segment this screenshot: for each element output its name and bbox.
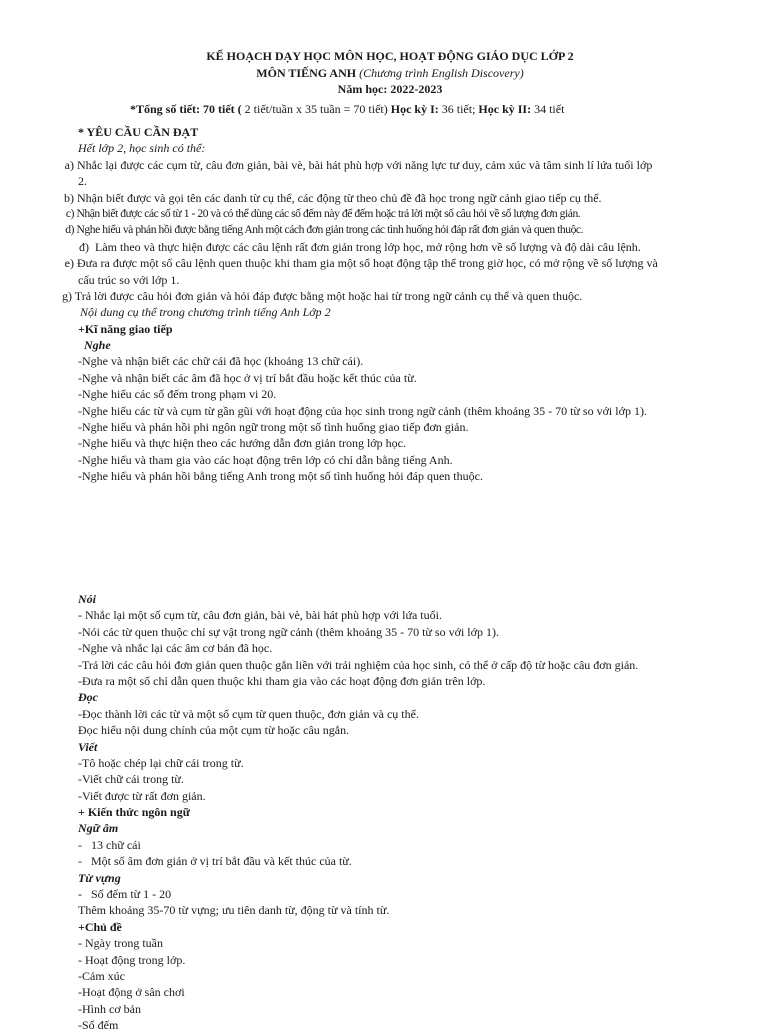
list-item: - Ngày trong tuần: [78, 936, 163, 951]
list-item: [0, 288, 768, 304]
item-text: Nhận biết được và gọi tên các danh từ cụ thể, các động từ theo chủ đề đã học trong ngữ cảnh giao tiếp cụ thể.: [77, 190, 602, 205]
list-item: -Hình cơ bản: [78, 1001, 141, 1016]
list-item: - Số đếm từ 1 - 20: [78, 887, 172, 902]
semester2-value: 34 tiết: [534, 102, 565, 116]
list-item: -Nghe hiểu và phản hồi phi ngôn ngữ trong một số tình huống giao tiếp đơn giản.: [78, 420, 469, 435]
subject-title: [0, 65, 768, 81]
item-text: Trả lời được câu hỏi đơn giản và hỏi đáp được bằng một hoặc hai từ trong ngữ cảnh cụ thể và quen thuộc.: [74, 288, 583, 303]
item-continuation: 2.: [78, 174, 87, 189]
list-item: [0, 255, 768, 271]
list-item: -Tô hoặc chép lại chữ cái trong từ.: [78, 755, 244, 770]
total-periods-label: *Tổng số tiết: 70 tiết (: [130, 102, 242, 116]
list-item: [0, 206, 768, 222]
list-item: -Nghe và nhận biết các chữ cái đã học (khoảng 13 chữ cái).: [78, 354, 364, 369]
list-item: -Nghe và nhắc lại các âm cơ bản đã học.: [78, 641, 273, 656]
list-item: -Trả lời các câu hỏi đơn giản quen thuộc gắn liền với trải nghiệm của học sinh, có thể ở cấp độ từ hoặc câu đơn giản.: [78, 657, 639, 672]
list-item: -Nghe hiểu và phản hồi bằng tiếng Anh trong một số tình huống hỏi đáp quen thuộc.: [78, 469, 483, 484]
item-marker: e): [64, 256, 74, 271]
item-marker: c): [65, 206, 74, 220]
topics-title: +Chủ đề: [78, 919, 122, 934]
writing-title: Viết: [78, 739, 98, 754]
item-marker: b): [64, 190, 74, 205]
list-item: [0, 222, 768, 238]
list-item: -Hoạt động ở sân chơi: [78, 985, 185, 1000]
total-periods-detail: 2 tiết/tuần x 35 tuần = 70 tiết): [244, 102, 388, 116]
vocabulary-title: Từ vựng: [78, 870, 121, 885]
item-text: Đưa ra được một số câu lệnh quen thuộc khi tham gia một số hoạt động tập thể trong giờ học, có mở rộng về số lượng và: [77, 256, 658, 271]
list-item: - Nhắc lại một số cụm từ, câu đơn giản, bài vè, bài hát phù hợp với lứa tuổi.: [78, 608, 442, 623]
reading-title: Đọc: [78, 690, 98, 705]
requirements-section: [0, 124, 768, 485]
list-item: - 13 chữ cái: [78, 837, 141, 852]
speaking-title: Nói: [78, 592, 96, 606]
list-item: Đọc hiểu nội dung chính của một cụm từ hoặc câu ngắn.: [78, 723, 350, 738]
listening-list: [0, 353, 768, 484]
list-item: -Nghe hiểu các số đếm trong phạm vi 20.: [78, 387, 277, 402]
list-item: - Một số âm đơn giản ở vị trí bắt đầu và kết thúc của từ.: [78, 854, 352, 869]
plan-title: KẾ HOẠCH DẠY HỌC MÔN HỌC, HOẠT ĐỘNG GIÁO DỤC LỚP 2: [206, 49, 574, 63]
semester1-value: 36 tiết;: [441, 102, 476, 116]
lower-section: [0, 591, 768, 1034]
list-item: - Hoạt động trong lớp.: [78, 952, 186, 967]
item-marker: đ): [79, 239, 89, 254]
phonetics-title: Ngữ âm: [78, 821, 119, 836]
semester2-label: Học kỳ II:: [478, 102, 532, 116]
program-name: (Chương trình English Discovery): [359, 66, 524, 80]
list-item: -Viết chữ cái trong từ.: [78, 772, 184, 787]
item-text: Làm theo và thực hiện được các câu lệnh rất đơn giản trong lớp học, mở rộng hơn về số lượng và độ dài câu lệnh.: [95, 239, 641, 254]
list-item: Thêm khoảng 35-70 từ vựng; ưu tiên danh từ, động từ và tính từ.: [78, 903, 390, 918]
list-item: -Nghe hiểu các từ và cụm từ gần gũi với hoạt động của học sinh trong ngữ cảnh (thêm khoảng 35 - 70 từ so với lớp 1).: [78, 403, 647, 418]
list-item: [0, 157, 768, 173]
list-item: -Đọc thành lời các từ và một số cụm từ quen thuộc, đơn giản và cụ thể.: [78, 706, 419, 721]
listening-title: Nghe: [84, 338, 111, 353]
item-text: Nhắc lại được các cụm từ, câu đơn giản, bài vè, bài hát phù hợp với năng lực tư duy, cảm xúc và tâm sinh lí lứa tuổi lớp: [77, 157, 653, 172]
requirements-intro: Hết lớp 2, học sinh có thể:: [78, 141, 206, 156]
item-marker: g): [62, 288, 72, 303]
item-text: Nhận biết được các số từ 1 - 20 và có thể dùng các số đếm này để đếm hoặc trả lời một số câu hỏi về số lượng đơn giản.: [76, 206, 581, 220]
list-item: -Nói các từ quen thuộc chỉ sự vật trong ngữ cảnh (thêm khoảng 35 - 70 từ so với lớp 1).: [78, 624, 499, 639]
item-continuation: cấu trúc so với lớp 1.: [78, 272, 180, 287]
list-item: -Viết được từ rất đơn giản.: [78, 788, 206, 803]
list-item: -Đưa ra một số chỉ dẫn quen thuộc khi tham gia vào các hoạt động đơn giản trên lớp.: [78, 673, 486, 688]
semester1-label: Học kỳ I:: [390, 102, 439, 116]
item-text: Nghe hiểu và phản hồi được bằng tiếng Anh một cách đơn giản trong các tình huống hỏi đáp rất đơn giản và quen thuộc.: [76, 223, 584, 237]
list-item: -Nghe và nhận biết các âm đã học ở vị trí bắt đầu hoặc kết thúc của từ.: [78, 370, 417, 385]
list-item: -Cảm xúc: [78, 968, 125, 983]
knowledge-heading: + Kiến thức ngôn ngữ: [78, 805, 190, 820]
content-heading: Nội dung cụ thể trong chương trình tiếng Anh Lớp 2: [80, 305, 331, 320]
list-item: [0, 239, 768, 255]
list-item: -Số đếm: [78, 1018, 119, 1033]
school-year: Năm học: 2022-2023: [337, 82, 443, 96]
item-marker: a): [64, 157, 74, 172]
subject-name: MÔN TIẾNG ANH: [256, 66, 357, 80]
item-marker: d): [65, 223, 74, 237]
requirements-heading: * YÊU CẦU CẦN ĐẠT: [78, 125, 199, 139]
list-item: -Nghe hiểu và thực hiện theo các hướng dẫn đơn giản trong lớp học.: [78, 436, 406, 451]
list-item: -Nghe hiểu và tham gia vào các hoạt động trên lớp có chỉ dẫn bằng tiếng Anh.: [78, 452, 453, 467]
periods-summary: [130, 101, 564, 117]
skills-heading: +Kĩ năng giao tiếp: [78, 321, 173, 336]
list-item: [0, 190, 768, 206]
